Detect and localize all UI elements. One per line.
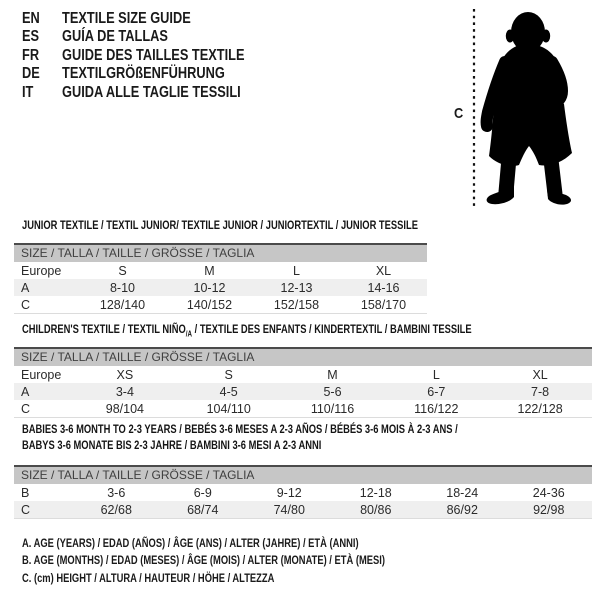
table-row xyxy=(14,262,427,279)
language-row xyxy=(22,28,245,46)
row-label: Europe xyxy=(21,263,62,278)
table-row xyxy=(14,383,592,400)
language-title: GUIDA ALLE TAGLIE TESSILI xyxy=(62,83,241,101)
size-cell: 10-12 xyxy=(193,280,226,295)
row-label: C xyxy=(21,297,31,312)
section-title-text: CHILDREN'S TEXTILE / TEXTIL NIÑO xyxy=(22,322,186,336)
size-cell: 3-6 xyxy=(107,485,126,500)
table-row xyxy=(14,296,427,313)
legend-footnotes xyxy=(22,535,487,587)
size-cell: XL xyxy=(375,263,392,278)
size-table-header: SIZE / TALLA / TAILLE / GRÖSSE / TAGLIA xyxy=(14,467,592,484)
table-row xyxy=(14,279,427,296)
language-row xyxy=(22,47,245,65)
size-cell: S xyxy=(118,263,127,278)
row-label: C xyxy=(21,401,31,416)
size-cell: 80/86 xyxy=(360,502,392,517)
height-measure-label: C xyxy=(454,105,464,122)
size-cell: 74/80 xyxy=(273,502,305,517)
size-cell: 12-18 xyxy=(359,485,392,500)
size-table-header: SIZE / TALLA / TAILLE / GRÖSSE / TAGLIA xyxy=(14,245,427,262)
children-size-table xyxy=(14,366,592,417)
section-title-text: / TEXTILE DES ENFANTS / KINDERTEXTIL / BAMBINI TESSILE xyxy=(192,322,472,336)
size-cell: M xyxy=(327,367,338,382)
section-title-subscript: /A xyxy=(185,329,193,339)
size-cell: 140/152 xyxy=(186,297,233,312)
size-cell: L xyxy=(293,263,300,278)
language-code: DE xyxy=(22,65,40,83)
size-cell: 122/128 xyxy=(517,401,563,416)
babies-size-table xyxy=(14,484,592,518)
size-cell: 158/170 xyxy=(360,297,407,312)
size-cell: 7-8 xyxy=(531,384,550,399)
language-title: GUÍA DE TALLAS xyxy=(62,28,168,46)
language-row xyxy=(22,84,245,102)
size-table-junior xyxy=(14,243,427,314)
language-title: TEXTILE SIZE GUIDE xyxy=(62,10,191,27)
section-title-babies xyxy=(22,421,581,453)
size-cell: 3-4 xyxy=(115,384,134,399)
footnote-age-years: A. AGE (YEARS) / EDAD (AÑOS) / ÂGE (ANS) / ALTER (JAHRE) / ETÀ (ANNI) xyxy=(22,536,359,550)
section-title-junior: JUNIOR TEXTILE / TEXTIL JUNIOR/ TEXTILE JUNIOR / JUNIORTEXTIL / JUNIOR TESSILE xyxy=(22,218,418,232)
table-row xyxy=(14,366,592,383)
size-cell: XS xyxy=(116,367,134,382)
language-code: FR xyxy=(22,46,40,64)
section-title-children xyxy=(22,321,472,342)
language-code: ES xyxy=(22,28,40,46)
row-label: B xyxy=(21,485,30,500)
size-cell: 152/158 xyxy=(273,297,320,312)
size-cell: 6-9 xyxy=(193,485,212,500)
row-label: A xyxy=(21,384,30,399)
size-cell: 24-36 xyxy=(532,485,565,500)
baby-silhouette xyxy=(487,12,572,205)
size-table-babies xyxy=(14,465,592,519)
row-label: Europe xyxy=(21,367,62,382)
section-title-line: BABYS 3-6 MONATE BIS 2-3 JAHRE / BAMBINI 3-6 MESI A 2-3 ANNI xyxy=(22,438,322,452)
row-label: A xyxy=(21,280,30,295)
language-row xyxy=(22,65,245,83)
size-cell: L xyxy=(432,367,440,382)
size-cell: 98/104 xyxy=(105,401,145,416)
size-cell: 92/98 xyxy=(533,502,565,517)
size-cell: 68/74 xyxy=(187,502,219,517)
size-cell: 86/92 xyxy=(446,502,478,517)
junior-size-table xyxy=(14,262,427,313)
size-cell: S xyxy=(224,367,233,382)
footnote-age-months: B. AGE (MONTHS) / EDAD (MESES) / ÂGE (MOIS) / ALTER (MONATE) / ETÀ (MESI) xyxy=(22,553,385,568)
language-code: EN xyxy=(22,10,40,27)
size-cell: 12-13 xyxy=(280,280,313,295)
size-cell: 110/116 xyxy=(310,401,355,416)
size-cell: 14-16 xyxy=(367,280,400,295)
size-table-children xyxy=(14,347,592,418)
size-cell: M xyxy=(204,263,215,278)
table-row xyxy=(14,501,592,518)
language-title: TEXTILGRÖßENFÜHRUNG xyxy=(62,65,225,83)
size-cell: 104/110 xyxy=(206,401,251,416)
size-cell: 5-6 xyxy=(323,384,342,399)
size-cell: 128/140 xyxy=(99,297,146,312)
language-title-list xyxy=(22,10,245,102)
table-row xyxy=(14,484,592,501)
section-title-line: BABIES 3-6 MONTH TO 2-3 YEARS / BEBÉS 3-6 MESES A 2-3 AÑOS / BÉBÉS 3-6 MOIS À 2-3 ANS / xyxy=(22,422,458,436)
height-figure xyxy=(430,0,600,220)
size-cell: 6-7 xyxy=(427,384,446,399)
size-cell: 8-10 xyxy=(109,280,136,295)
size-cell: XL xyxy=(532,367,548,382)
size-cell: 18-24 xyxy=(446,485,479,500)
table-row xyxy=(14,400,592,417)
language-title: GUIDE DES TAILLES TEXTILE xyxy=(62,46,245,64)
language-row xyxy=(22,10,245,28)
footnote-height-cm: C. (cm) HEIGHT / ALTURA / HAUTEUR / HÖHE / ALTEZZA xyxy=(22,570,275,585)
size-cell: 4-5 xyxy=(219,384,238,399)
size-cell: 62/68 xyxy=(100,502,132,517)
size-cell: 9-12 xyxy=(276,485,302,500)
language-code: IT xyxy=(22,83,34,101)
size-cell: 116/122 xyxy=(414,401,459,416)
size-table-header: SIZE / TALLA / TAILLE / GRÖSSE / TAGLIA xyxy=(14,349,592,366)
row-label: C xyxy=(21,502,31,517)
